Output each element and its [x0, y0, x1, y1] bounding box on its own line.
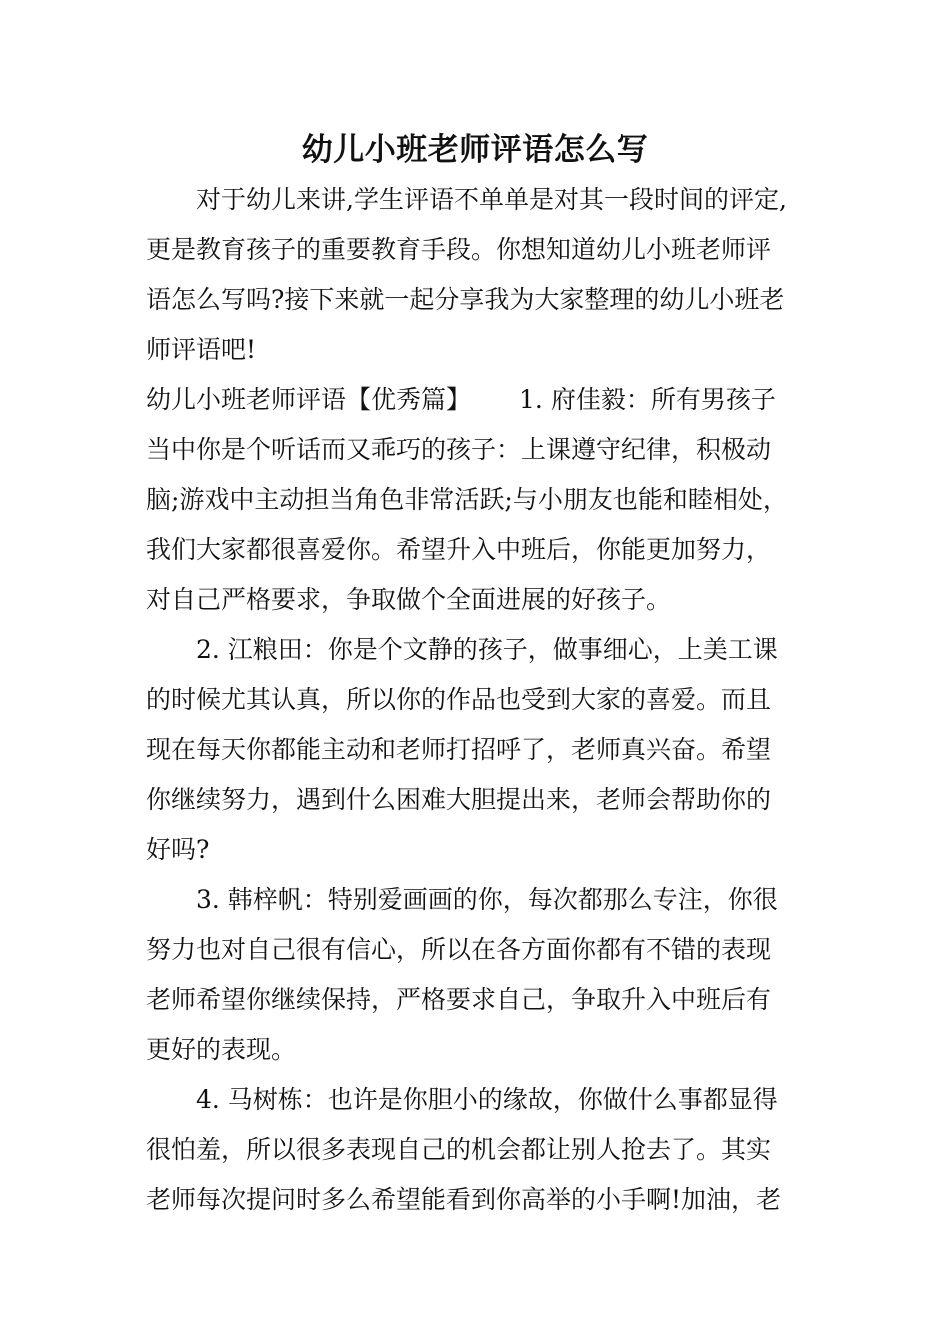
section-heading: 幼儿小班老师评语【优秀篇】: [146, 385, 472, 414]
section-first-item: 1. 府佳毅：所有男孩子: [519, 385, 776, 414]
paragraph-line: 很怕羞，所以很多表现自己的机会都让别人抢去了。其实: [146, 1135, 772, 1164]
list-item-line: 3. 韩梓帆：特别爱画画的你，每次都那么专注，你很: [196, 885, 778, 914]
paragraph-line: 对自己严格要求，争取做个全面进展的好孩子。: [146, 585, 672, 614]
paragraph-line: 语怎么写吗?接下来就一起分享我为大家整理的幼儿小班老: [146, 285, 785, 314]
paragraph-line: 你继续努力，遇到什么困难大胆提出来，老师会帮助你的: [146, 785, 772, 814]
paragraph-line: 努力也对自己很有信心，所以在各方面你都有不错的表现: [146, 935, 772, 964]
paragraph-line: 师评语吧!: [146, 335, 257, 364]
document-title: 幼儿小班老师评语怎么写: [301, 132, 649, 168]
paragraph-line: 更好的表现。: [146, 1035, 297, 1064]
paragraph-line: 我们大家都很喜爱你。希望升入中班后，你能更加努力，: [146, 535, 772, 564]
list-item-line: 2. 江粮田：你是个文静的孩子，做事细心，上美工课: [196, 635, 778, 664]
paragraph-line: 老师每次提问时多么希望能看到你高举的小手啊!加油，老: [146, 1185, 782, 1214]
paragraph-line: 好吗?: [146, 835, 210, 864]
list-item-line: 4. 马树栋：也许是你胆小的缘故，你做什么事都显得: [196, 1085, 778, 1114]
paragraph-line: 现在每天你都能主动和老师打招呼了，老师真兴奋。希望: [146, 735, 772, 764]
paragraph-line: 的时候尤其认真，所以你的作品也受到大家的喜爱。而且: [146, 685, 772, 714]
paragraph-line: 对于幼儿来讲,学生评语不单单是对其一段时间的评定,: [196, 185, 787, 214]
paragraph-line: 脑;游戏中主动担当角色非常活跃;与小朋友也能和睦相处，: [146, 485, 788, 514]
section-heading-line: [146, 383, 826, 417]
paragraph-line: 老师希望你继续保持，严格要求自己，争取升入中班后有: [146, 985, 772, 1014]
paragraph-line: 当中你是个听话而又乖巧的孩子：上课遵守纪律，积极动: [146, 435, 772, 464]
paragraph-line: 更是教育孩子的重要教育手段。你想知道幼儿小班老师评: [146, 235, 772, 264]
